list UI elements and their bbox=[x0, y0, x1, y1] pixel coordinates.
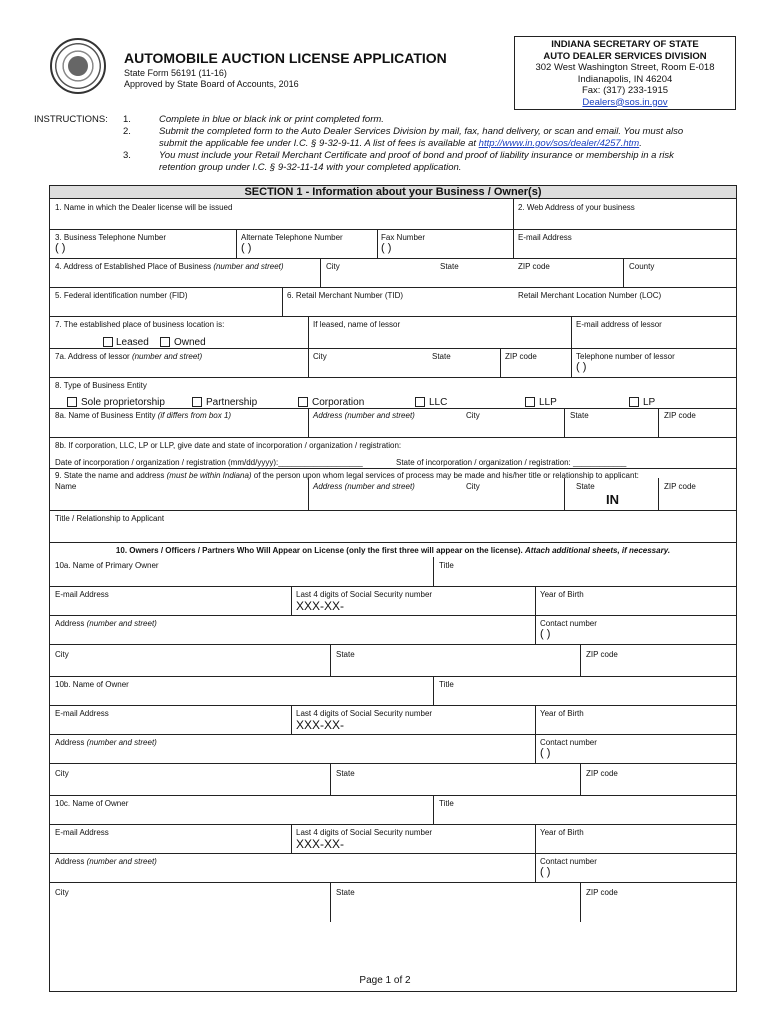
fax-paren[interactable]: ( ) bbox=[381, 242, 392, 254]
email-label: E-mail Address bbox=[518, 233, 572, 242]
leased-label: Leased bbox=[116, 337, 149, 348]
owner-a-contact-paren[interactable]: ( ) bbox=[540, 628, 551, 640]
lessor-phone-paren[interactable]: ( ) bbox=[576, 361, 587, 373]
owner-c-ssn-value[interactable]: XXX-XX- bbox=[296, 837, 345, 851]
owner-c-title-label: Title bbox=[439, 799, 454, 808]
owners-header: 10. Owners / Officers / Partners Who Will Appear on License (only the first three will appear on the license). Attach additional sheets, if necessary. bbox=[115, 546, 671, 555]
entity-address-label: Address (number and street) bbox=[313, 411, 415, 420]
county-label: County bbox=[629, 262, 655, 271]
owner-c-name-label: 10c. Name of Owner bbox=[55, 799, 129, 808]
fees-link[interactable]: http://www.in.gov/sos/dealer/4257.htm bbox=[478, 138, 640, 149]
agent-zip-label: ZIP code bbox=[664, 482, 696, 491]
alt-phone-paren[interactable]: ( ) bbox=[241, 242, 252, 254]
lp-checkbox[interactable] bbox=[629, 397, 639, 407]
owner-b-ssn-label: Last 4 digits of Social Security number bbox=[296, 709, 433, 718]
owner-a-ssn-value[interactable]: XXX-XX- bbox=[296, 599, 345, 613]
owner-a-city-label: City bbox=[55, 650, 69, 659]
owned-checkbox[interactable] bbox=[160, 337, 170, 347]
partnership-checkbox[interactable] bbox=[192, 397, 202, 407]
agent-city-label: City bbox=[466, 482, 480, 491]
corporation-label: Corporation bbox=[312, 397, 365, 408]
sole-prop-label: Sole proprietorship bbox=[81, 397, 165, 408]
zip-label: ZIP code bbox=[518, 262, 550, 271]
sole-prop-checkbox[interactable] bbox=[67, 397, 77, 407]
owner-c-contact-label: Contact number bbox=[540, 857, 597, 866]
instruction-3: 3. You must include your Retail Merchant Certificate and proof of bond and proof of liability insurance or membership in a risk retention group under I.C. § 9-32-11-14 with your completed application. bbox=[123, 150, 674, 173]
owner-b-ssn-value[interactable]: XXX-XX- bbox=[296, 718, 345, 732]
instruction-2: 2. Submit the completed form to the Auto Dealer Services Division by mail, fax, hand delivery, or scan and email. You must also submit the applicable fee under I.C. § 9-32-9-11. A list of fees is available at http://www.in.gov/sos/dealer/4257.htm. bbox=[123, 126, 684, 149]
field2-label: 2. Web Address of your business bbox=[518, 203, 635, 212]
owner-c-city-label: City bbox=[55, 888, 69, 897]
lessor-email-label: E-mail address of lessor bbox=[576, 320, 662, 329]
corporation-checkbox[interactable] bbox=[298, 397, 308, 407]
agent-state-value: IN bbox=[606, 492, 619, 507]
approval-note: Approved by State Board of Accounts, 2016 bbox=[124, 79, 299, 89]
field6-label: 6. Retail Merchant Number (TID) bbox=[287, 291, 404, 300]
owner-b-contact-label: Contact number bbox=[540, 738, 597, 747]
owner-a-yob-label: Year of Birth bbox=[540, 590, 584, 599]
entity-zip-label: ZIP code bbox=[664, 411, 696, 420]
incorporation-date-label: Date of incorporation / organization / registration (mm/dd/yyyy):___________________ bbox=[55, 458, 363, 467]
field7a-label: 7a. Address of lessor (number and street) bbox=[55, 352, 203, 361]
instruction-1: 1. Complete in blue or black ink or print completed form. bbox=[123, 114, 384, 125]
owner-c-yob-label: Year of Birth bbox=[540, 828, 584, 837]
field9-label: 9. State the name and address (must be within Indiana) of the person upon whom legal services of process may be made and his/her title or relationship to applicant: bbox=[55, 471, 639, 480]
field8b-label: 8b. If corporation, LLC, LP or LLP, give date and state of incorporation / organization / registration: bbox=[55, 441, 402, 450]
fax-label: Fax Number bbox=[381, 233, 426, 242]
owner-b-contact-paren[interactable]: ( ) bbox=[540, 747, 551, 759]
agency-fax: Fax: (317) 233-1915 bbox=[581, 85, 669, 96]
owner-a-contact-label: Contact number bbox=[540, 619, 597, 628]
form-title: AUTOMOBILE AUCTION LICENSE APPLICATION bbox=[124, 50, 447, 66]
agency-line2: AUTO DEALER SERVICES DIVISION bbox=[543, 50, 707, 62]
owner-b-zip-label: ZIP code bbox=[586, 769, 618, 778]
page-number: Page 1 of 2 bbox=[359, 975, 411, 986]
lessor-name-label: If leased, name of lessor bbox=[313, 320, 401, 329]
owner-c-zip-label: ZIP code bbox=[586, 888, 618, 897]
owner-c-state-label: State bbox=[336, 888, 355, 897]
agency-street: 302 West Washington Street, Room E-018 bbox=[535, 62, 715, 73]
partnership-label: Partnership bbox=[206, 397, 258, 408]
title-relationship-label: Title / Relationship to Applicant bbox=[55, 514, 165, 523]
field5-label: 5. Federal identification number (FID) bbox=[55, 291, 188, 300]
agency-city: Indianapolis, IN 46204 bbox=[577, 73, 673, 85]
owner-a-email-label: E-mail Address bbox=[55, 590, 109, 599]
owner-c-address-label: Address (number and street) bbox=[55, 857, 157, 866]
lessor-zip-label: ZIP code bbox=[505, 352, 537, 361]
lessor-state-label: State bbox=[432, 352, 451, 361]
llc-label: LLC bbox=[429, 397, 448, 408]
lessor-phone-label: Telephone number of lessor bbox=[576, 352, 675, 361]
agency-box bbox=[514, 36, 736, 110]
entity-state-label: State bbox=[570, 411, 589, 420]
owner-b-city-label: City bbox=[55, 769, 69, 778]
owner-b-title-label: Title bbox=[439, 680, 454, 689]
owner-c-email-label: E-mail Address bbox=[55, 828, 109, 837]
owner-a-state-label: State bbox=[336, 650, 355, 659]
instructions-label: INSTRUCTIONS: bbox=[34, 114, 108, 125]
field7-label: 7. The established place of business location is: bbox=[55, 320, 225, 329]
alt-phone-label: Alternate Telephone Number bbox=[241, 233, 343, 242]
owner-a-zip-label: ZIP code bbox=[586, 650, 618, 659]
incorporation-state-label: State of incorporation / organization / registration: ____________ bbox=[396, 458, 627, 467]
city-label: City bbox=[326, 262, 340, 271]
state-seal bbox=[50, 38, 106, 94]
agent-state-label: State bbox=[576, 482, 595, 491]
entity-city-label: City bbox=[466, 411, 480, 420]
agent-name-label: Name bbox=[55, 482, 77, 491]
business-phone-paren[interactable]: ( ) bbox=[55, 242, 66, 254]
llp-label: LLP bbox=[539, 397, 557, 408]
owner-b-name-label: 10b. Name of Owner bbox=[55, 680, 129, 689]
field8-label: 8. Type of Business Entity bbox=[55, 381, 147, 390]
llc-checkbox[interactable] bbox=[415, 397, 425, 407]
form-number: State Form 56191 (11-16) bbox=[124, 68, 227, 78]
owner-b-yob-label: Year of Birth bbox=[540, 709, 584, 718]
field3-label: 3. Business Telephone Number bbox=[55, 233, 167, 242]
owner-a-address-label: Address (number and street) bbox=[55, 619, 157, 628]
loc-label: Retail Merchant Location Number (LOC) bbox=[518, 291, 662, 300]
owner-b-state-label: State bbox=[336, 769, 355, 778]
llp-checkbox[interactable] bbox=[525, 397, 535, 407]
agent-address-label: Address (number and street) bbox=[313, 482, 415, 491]
owner-c-contact-paren[interactable]: ( ) bbox=[540, 866, 551, 878]
lp-label: LP bbox=[643, 397, 656, 408]
owner-a-ssn-label: Last 4 digits of Social Security number bbox=[296, 590, 433, 599]
state-label: State bbox=[440, 262, 459, 271]
field8a-label: 8a. Name of Business Entity (if differs from box 1) bbox=[55, 411, 232, 420]
owner-a-title-label: Title bbox=[439, 561, 454, 570]
agency-line1: INDIANA SECRETARY OF STATE bbox=[551, 39, 699, 50]
field1-label: 1. Name in which the Dealer license will be issued bbox=[55, 203, 233, 212]
leased-checkbox[interactable] bbox=[103, 337, 113, 347]
section1-header: SECTION 1 - Information about your Business / Owner(s) bbox=[49, 185, 737, 199]
lessor-city-label: City bbox=[313, 352, 327, 361]
owner-a-name-label: 10a. Name of Primary Owner bbox=[55, 561, 159, 570]
owner-b-address-label: Address (number and street) bbox=[55, 738, 157, 747]
agency-email-link[interactable]: Dealers@sos.in.gov bbox=[582, 96, 668, 108]
owned-label: Owned bbox=[174, 337, 206, 348]
field4-label: 4. Address of Established Place of Business (number and street) bbox=[55, 262, 284, 271]
owner-b-email-label: E-mail Address bbox=[55, 709, 109, 718]
owner-c-ssn-label: Last 4 digits of Social Security number bbox=[296, 828, 433, 837]
